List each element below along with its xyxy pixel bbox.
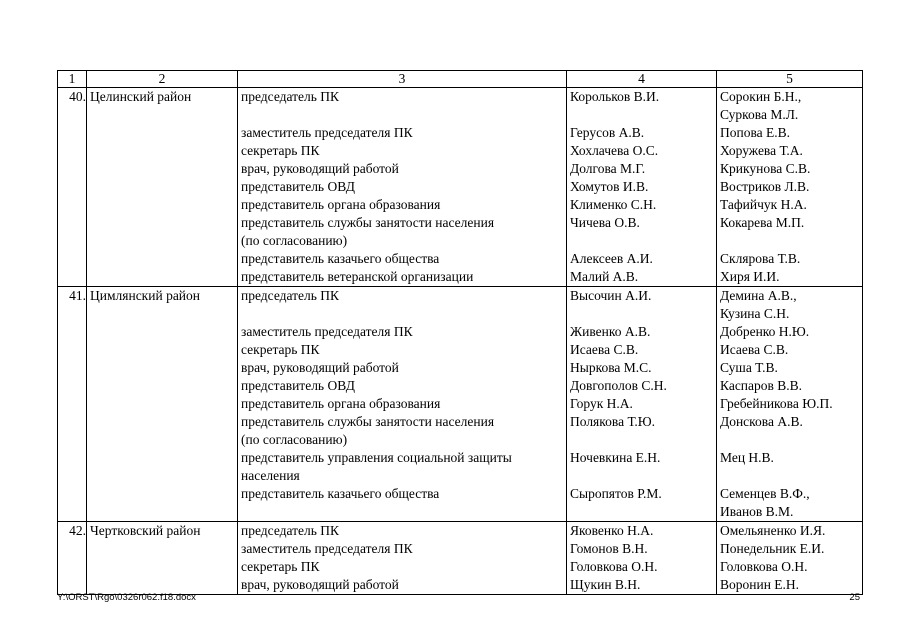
role-line: представитель органа образования <box>241 197 441 212</box>
member-name: Хохлачева О.С. <box>570 143 659 158</box>
role-line: председатель ПК <box>241 523 340 538</box>
role-cell <box>238 287 567 522</box>
row-number: 41. <box>58 287 87 522</box>
reserve-member-name <box>720 232 862 250</box>
header-row <box>58 71 863 88</box>
footer-page-number: 25 <box>849 592 860 603</box>
role-line: заместитель председателя ПК <box>241 541 413 556</box>
member-name: Довгополов С.Н. <box>570 378 667 393</box>
role-line: (по согласованию) <box>241 233 348 248</box>
role-line: врач, руководящий работой <box>241 360 399 375</box>
member-name: Малий А.В. <box>570 269 639 284</box>
table-row <box>58 88 863 287</box>
role-line <box>241 503 566 521</box>
role-line: представитель службы занятости населения <box>241 414 495 429</box>
member-name <box>570 106 716 124</box>
member-name <box>570 431 716 449</box>
reserve-member-name: Хоружева Т.А. <box>720 143 803 158</box>
reserve-member-name: Хиря И.И. <box>720 269 780 284</box>
role-line: представитель управления социальной защиты <box>241 450 512 465</box>
reserve-member-name <box>720 467 862 485</box>
role-line: представитель ОВД <box>241 378 355 393</box>
reserve-member-name: Суша Т.В. <box>720 360 778 375</box>
district-name: Целинский район <box>87 88 238 287</box>
reserve-member-name: Демина А.В., <box>720 288 797 303</box>
footer-file-path: Y:\ORST\Rgo\0326r062.f18.docx <box>57 592 196 603</box>
role-line: врач, руководящий работой <box>241 577 399 592</box>
header-col-3: 3 <box>238 71 567 88</box>
reserve-member-name: Донскова А.В. <box>720 414 803 429</box>
member-name: Ныркова М.С. <box>570 360 652 375</box>
role-line: секретарь ПК <box>241 342 320 357</box>
role-line: председатель ПК <box>241 288 340 303</box>
member-name <box>570 503 716 521</box>
reserve-member-cell <box>717 522 863 595</box>
role-line: заместитель председателя ПК <box>241 324 413 339</box>
role-line: представитель ветеранской организации <box>241 269 474 284</box>
member-name: Яковенко Н.А. <box>570 523 654 538</box>
reserve-member-name: Понедельник Е.И. <box>720 541 825 556</box>
member-name <box>570 467 716 485</box>
role-line: (по согласованию) <box>241 432 348 447</box>
member-name: Щукин В.Н. <box>570 577 641 592</box>
reserve-member-name: Кокарева М.П. <box>720 215 805 230</box>
member-cell <box>567 88 717 287</box>
member-name: Чичева О.В. <box>570 215 640 230</box>
member-name: Гомонов В.Н. <box>570 541 648 556</box>
role-line <box>241 305 566 323</box>
header-col-2: 2 <box>87 71 238 88</box>
reserve-member-name: Тафийчук Н.А. <box>720 197 807 212</box>
member-name: Клименко С.Н. <box>570 197 657 212</box>
role-line: врач, руководящий работой <box>241 161 399 176</box>
commission-table <box>57 70 863 595</box>
reserve-member-name: Сорокин Б.Н., <box>720 89 802 104</box>
reserve-member-name: Востриков Л.В. <box>720 179 810 194</box>
reserve-member-name: Иванов В.М. <box>720 504 794 519</box>
header-col-4: 4 <box>567 71 717 88</box>
role-line: населения <box>241 468 300 483</box>
reserve-member-cell <box>717 88 863 287</box>
reserve-member-name: Омельяненко И.Я. <box>720 523 826 538</box>
role-line: представитель казачьего общества <box>241 251 440 266</box>
role-line: заместитель председателя ПК <box>241 125 413 140</box>
reserve-member-name: Головкова О.Н. <box>720 559 808 574</box>
reserve-member-name: Исаева С.В. <box>720 342 789 357</box>
header-col-5: 5 <box>717 71 863 88</box>
member-cell <box>567 287 717 522</box>
role-line: представитель органа образования <box>241 396 441 411</box>
row-number: 42. <box>58 522 87 595</box>
table-row <box>58 287 863 522</box>
reserve-member-name: Попова Е.В. <box>720 125 791 140</box>
member-name: Живенко А.В. <box>570 324 651 339</box>
member-cell <box>567 522 717 595</box>
member-name <box>570 232 716 250</box>
member-name: Полякова Т.Ю. <box>570 414 655 429</box>
reserve-member-name: Суркова М.Л. <box>720 107 799 122</box>
member-name: Хомутов И.В. <box>570 179 649 194</box>
table-row <box>58 522 863 595</box>
district-name: Чертковский район <box>87 522 238 595</box>
row-number: 40. <box>58 88 87 287</box>
member-name: Долгова М.Г. <box>570 161 646 176</box>
role-cell <box>238 522 567 595</box>
reserve-member-name: Воронин Е.Н. <box>720 577 800 592</box>
role-line: представитель ОВД <box>241 179 355 194</box>
member-name: Горук Н.А. <box>570 396 633 411</box>
member-name: Алексеев А.И. <box>570 251 653 266</box>
member-name <box>570 305 716 323</box>
role-line: секретарь ПК <box>241 559 320 574</box>
member-name: Корольков В.И. <box>570 89 660 104</box>
reserve-member-name <box>720 431 862 449</box>
member-name: Головкова О.Н. <box>570 559 658 574</box>
role-line: представитель службы занятости населения <box>241 215 495 230</box>
reserve-member-name: Кузина С.Н. <box>720 306 790 321</box>
reserve-member-name: Гребейникова Ю.П. <box>720 396 833 411</box>
reserve-member-name: Крикунова С.В. <box>720 161 811 176</box>
reserve-member-name: Каспаров В.В. <box>720 378 803 393</box>
role-cell <box>238 88 567 287</box>
reserve-member-name: Семенцев В.Ф., <box>720 486 810 501</box>
reserve-member-name: Склярова Т.В. <box>720 251 801 266</box>
member-name: Исаева С.В. <box>570 342 639 357</box>
member-name: Сыропятов Р.М. <box>570 486 662 501</box>
role-line: представитель казачьего общества <box>241 486 440 501</box>
member-name: Герусов А.В. <box>570 125 645 140</box>
table-body <box>58 88 863 595</box>
district-name: Цимлянский район <box>87 287 238 522</box>
member-name: Ночевкина Е.Н. <box>570 450 661 465</box>
member-name: Высочин А.И. <box>570 288 652 303</box>
role-line: секретарь ПК <box>241 143 320 158</box>
reserve-member-name: Мец Н.В. <box>720 450 774 465</box>
header-col-1: 1 <box>58 71 87 88</box>
role-line: председатель ПК <box>241 89 340 104</box>
reserve-member-cell <box>717 287 863 522</box>
role-line <box>241 106 566 124</box>
reserve-member-name: Добренко Н.Ю. <box>720 324 810 339</box>
